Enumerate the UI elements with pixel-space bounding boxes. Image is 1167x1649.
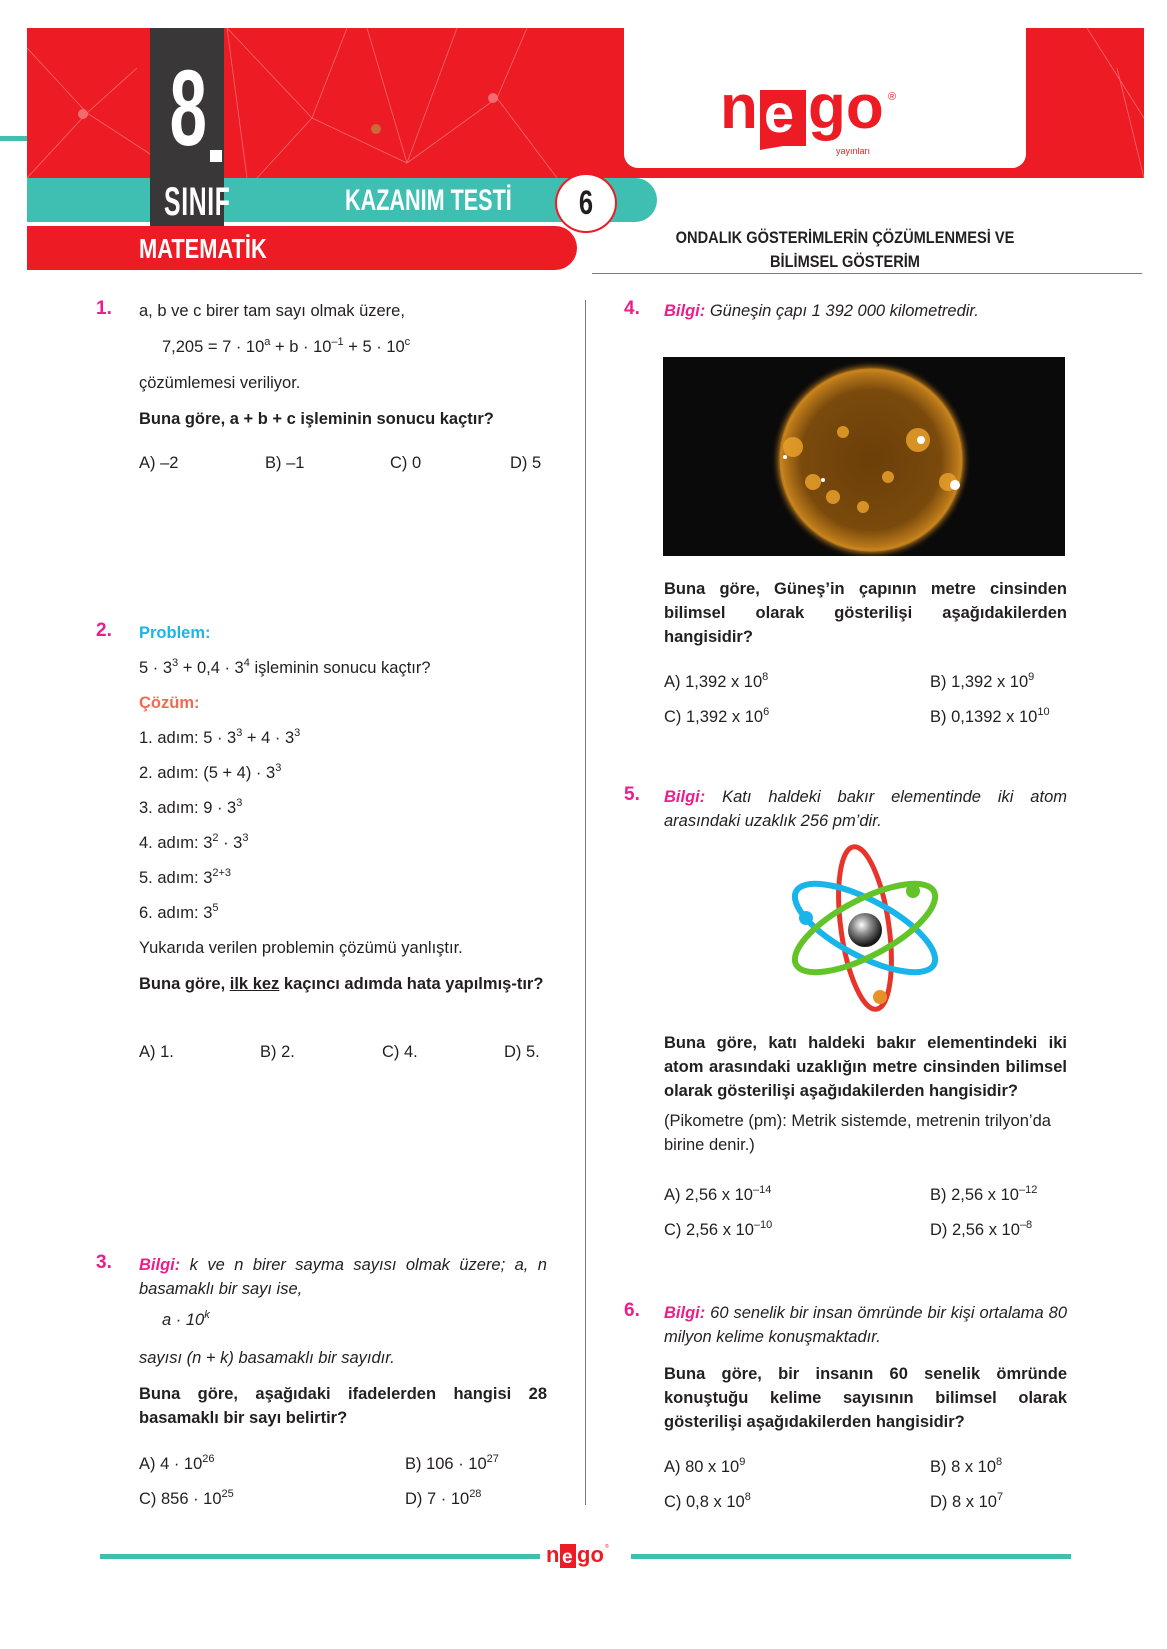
svg-text:e: e xyxy=(764,84,795,144)
question-4 xyxy=(624,298,640,320)
q5-note: (Pikometre (pm): Metrik sistemde, metrenin trilyon’da birine denir.) xyxy=(664,1112,1051,1154)
question-2 xyxy=(96,620,112,642)
question-number: 6. xyxy=(624,1300,640,1321)
question-5 xyxy=(624,784,640,806)
q5-question: Buna göre, katı haldeki bakır elementindeki iki atom arasındaki uzaklığın metre cinsinden bilimsel olarak gösterilişi aşağıdakilerden hangisidir? xyxy=(664,1034,1067,1100)
question-number: 2. xyxy=(96,620,112,641)
q5-option-b[interactable]: B) 2,56 x $10^{-12}$ xyxy=(930,1184,1038,1204)
sun-image xyxy=(663,357,1065,556)
atom-icon xyxy=(780,840,950,1015)
question-number: 3. xyxy=(96,1252,112,1273)
q6-option-c[interactable]: C) 0,8 x $10^8$ xyxy=(664,1491,751,1511)
q2-option-c[interactable]: C) 4. xyxy=(382,1043,418,1061)
test-number: 6 xyxy=(578,184,594,222)
logo-text-n: n xyxy=(720,73,758,142)
q4-option-b[interactable]: B) 1,392 x $10^9$ xyxy=(930,671,1035,691)
q2-step-4: 4. adım: $3^2 \cdot 3^3$ xyxy=(139,832,249,852)
header-rule xyxy=(592,273,1142,274)
q4-option-c[interactable]: C) 1,392 x $10^6$ xyxy=(664,706,770,726)
q5-option-a[interactable]: A) 2,56 x $10^{-14}$ xyxy=(664,1184,772,1204)
svg-text:n: n xyxy=(546,1542,560,1567)
q2-step-1: 1. adım: $5 \cdot 3^3 + 4 \cdot 3^3$ xyxy=(139,727,301,747)
subject-band xyxy=(27,226,577,270)
question-number: 1. xyxy=(96,298,112,319)
q1-question: Buna göre, a + b + c işleminin sonucu kaçtır? xyxy=(139,410,494,428)
publisher-logo-card xyxy=(624,28,1026,168)
q2-option-d[interactable]: D) 5. xyxy=(504,1043,540,1061)
q2-step-2: 2. adım: $(5 + 4) \cdot 3^3$ xyxy=(139,762,282,782)
q2-expression: $5 \cdot 3^3 + 0,4 \cdot 3^4$ işleminin sonucu kaçtır? xyxy=(139,657,431,677)
q6-option-b[interactable]: B) 8 x $10^8$ xyxy=(930,1456,1003,1476)
q3-option-b[interactable]: B) $106 \cdot 10^{27}$ xyxy=(405,1453,499,1473)
q1-intro: a, b ve c birer tam sayı olmak üzere, xyxy=(139,302,405,320)
q2-question: Buna göre, ilk kez kaçıncı adımda hata yapılmış-tır? xyxy=(139,975,544,993)
q1-option-a[interactable]: A) –2 xyxy=(139,454,179,472)
registered-mark: ® xyxy=(888,91,897,103)
q1-after: çözümlemesi veriliyor. xyxy=(139,374,301,392)
subject-label: MATEMATİK xyxy=(139,233,267,264)
q1-option-b[interactable]: B) –1 xyxy=(265,454,305,472)
q1-option-d[interactable]: D) 5 xyxy=(510,454,542,472)
question-number: 4. xyxy=(624,298,640,319)
question-1 xyxy=(96,298,112,320)
svg-text:®: ® xyxy=(605,1544,609,1550)
test-number-badge xyxy=(555,173,617,233)
q1-option-c[interactable]: C) 0 xyxy=(390,454,422,472)
topic-line-2: BİLİMSEL GÖSTERİM xyxy=(769,252,920,271)
q4-option-a[interactable]: A) 1,392 x $10^8$ xyxy=(664,671,769,691)
q2-option-a[interactable]: A) 1. xyxy=(139,1043,174,1061)
q4-option-d[interactable]: B) 0,1392 x $10^{10}$ xyxy=(930,706,1050,726)
footer-line-right xyxy=(631,1554,1071,1559)
q6-option-a[interactable]: A) 80 x $10^9$ xyxy=(664,1456,746,1476)
q4-info: Bilgi: Güneşin çapı 1 392 000 kilometredir. xyxy=(664,302,979,320)
question-6 xyxy=(624,1300,640,1322)
nego-logo-small xyxy=(542,1534,630,1574)
q3-option-c[interactable]: C) $856 \cdot 10^{25}$ xyxy=(139,1488,234,1508)
q3-info: Bilgi: k ve n birer sayma sayısı olmak üzere; a, n basamaklı bir sayı ise, xyxy=(139,1256,547,1298)
grade-label: SINIF xyxy=(164,180,231,224)
svg-text:e: e xyxy=(562,1547,573,1568)
q3-formula: $a \cdot 10^k$ xyxy=(162,1309,210,1329)
logo-sub: yayınları xyxy=(836,146,871,156)
atom-image xyxy=(780,840,950,1015)
nego-logo xyxy=(624,28,1026,168)
q3-option-a[interactable]: A) $4 \cdot 10^{26}$ xyxy=(139,1453,215,1473)
test-label: KAZANIM TESTİ xyxy=(345,184,512,217)
svg-text:go: go xyxy=(808,73,884,142)
topic-line-1: ONDALIK GÖSTERİMLERİN ÇÖZÜMLENMESİ VE xyxy=(675,228,1015,247)
q6-info: Bilgi: 60 senelik bir insan ömründe bir kişi ortalama 80 milyon kelime konuşmaktadır. xyxy=(664,1304,1067,1346)
question-number: 5. xyxy=(624,784,640,805)
column-divider xyxy=(585,300,586,1505)
q3-question: Buna göre, aşağıdaki ifadelerden hangisi 28 basamaklı bir sayı belirtir? xyxy=(139,1385,547,1427)
q4-question: Buna göre, Güneş’in çapının metre cinsinden bilimsel olarak gösterilişi aşağıdakilerden hangisidir? xyxy=(664,580,1067,646)
grade-dot xyxy=(210,150,222,162)
q2-step-3: 3. adım: $9 \cdot 3^3$ xyxy=(139,797,243,817)
q6-option-d[interactable]: D) 8 x $10^7$ xyxy=(930,1491,1004,1511)
q2-step-6: 6. adım: $3^5$ xyxy=(139,902,219,922)
q2-step-5: 5. adım: $3^{2+3}$ xyxy=(139,867,232,887)
q2-note: Yukarıda verilen problemin çözümü yanlıştır. xyxy=(139,939,463,957)
question-3 xyxy=(96,1252,112,1274)
q5-info: Bilgi: Katı haldeki bakır elementinde iki atom arasındaki uzaklık 256 pm’dir. xyxy=(664,788,1067,830)
q5-option-d[interactable]: D) 2,56 x $10^{-8}$ xyxy=(930,1219,1033,1239)
svg-text:go: go xyxy=(577,1542,604,1567)
q5-option-c[interactable]: C) 2,56 x $10^{-10}$ xyxy=(664,1219,773,1239)
q3-option-d[interactable]: D) $7 \cdot 10^{28}$ xyxy=(405,1488,482,1508)
q3-after: sayısı (n + k) basamaklı bir sayıdır. xyxy=(139,1349,395,1367)
q6-question: Buna göre, bir insanın 60 senelik ömründe konuştuğu kelime sayısının bilimsel olarak gösterilişi aşağıdakilerden hangisidir? xyxy=(664,1365,1067,1431)
topic-title xyxy=(652,226,1039,274)
grade-number: 8 xyxy=(169,47,205,168)
q2-solution-label: Çözüm: xyxy=(139,694,200,712)
sun-icon xyxy=(663,357,1065,556)
footer-logo xyxy=(542,1534,630,1574)
q1-equation: $7,205 = 7 \cdot 10^a + b \cdot 10^{-1} + 5 \cdot 10^c$ xyxy=(162,336,411,356)
footer-line-left xyxy=(100,1554,540,1559)
q2-option-b[interactable]: B) 2. xyxy=(260,1043,295,1061)
q2-problem-label: Problem: xyxy=(139,624,211,642)
header-accent-line xyxy=(0,136,30,141)
